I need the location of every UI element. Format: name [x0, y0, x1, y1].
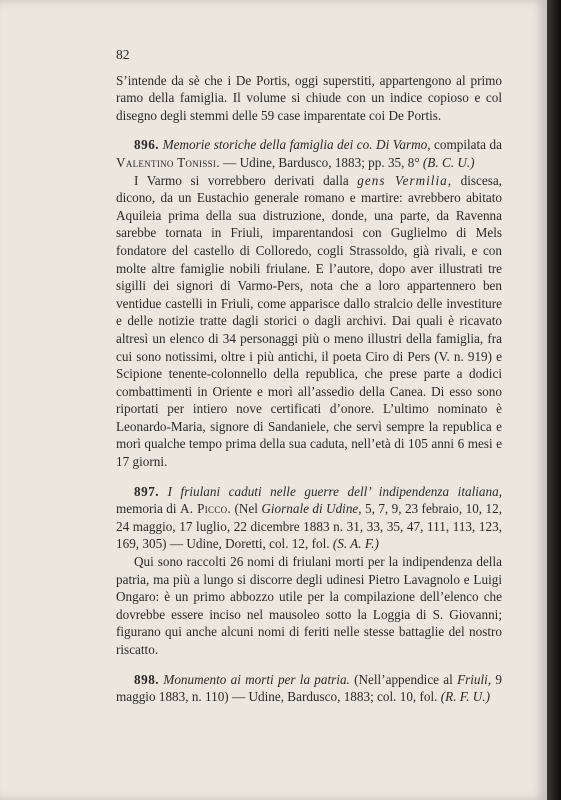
- entry-source: (R. F. U.): [440, 689, 490, 705]
- entry-number: 898.: [134, 671, 160, 687]
- entry-citation: 5, 7, 9, 23 febraio, 10, 12, 24 maggio, 17 luglio, 22 dicembre 1883 n. 31, 33, 35, 47, 111, 113, 123, 169, 305) — Udine, Doretti, col. 12, fol.: [116, 501, 503, 552]
- entry-body-text: discesa, dicono, da un Eustachio generale romano e martire: avrebbero abitato Aquileia prima della sua distruzione, donde, una parte, da Ravenna sarebbe tornata in Friuli, imparentandosi con Guglielmo di Mels fondatore del castello di Colloredo, cogli Strassoldo, già rivali, e con molte altre famiglie nobili friulane. E l’autore, dopo aver illustrati tre sigilli dei signori di Varmo-Pers, nota che a loro appartennero ben ventidue castelli in Friuli, come apparisce dallo stralcio delle investiture e delle notizie tratte dagli storici o dagli archivi. Dai quali è ricavato altresì un elenco di 34 personaggi più o meno illustri della famiglia, fra cui sono notissimi, oltre i più antichi, il poeta Ciro di Pers (V. n. 919) e Scipione tenente-colonnello della republica, che prese parte a dodici combattimenti in Oriente e morì all’assedio della Canea. Di esso sono riportati per intiero nove certificati d’onore. L’ultimo nominato è Leonardo-Maria, signore di Sandaniele, che servì sempre la republica e morì qualche tempo prima della sua caduta, nell’età di 105 anni 6 mesi e 17 giorni.: [116, 172, 502, 470]
- entry-journal: Friuli,: [457, 671, 492, 687]
- entry-body: Qui sono raccolti 26 nomi di friulani morti per la indipendenza della patria, ma più a lungo si discorre degli udinesi Pietro Lavagnolo e Luigi Ongaro: è un primo abbozzo utile per la compilazione dell’elenco che dovrebbe essere inciso nel mausoleo sotto la Loggia di S. Giovanni; figurano qui anche alcuni nomi di feriti nelle stesse battaglie del nostro riscatto.: [116, 554, 502, 657]
- entry-body: [116, 172, 502, 471]
- entry-number: 897.: [134, 483, 160, 499]
- entry-heading: [116, 483, 502, 553]
- entry-heading: [116, 136, 502, 171]
- entry-citation: — Udine, Bardusco, 1883; pp. 35, 8°: [219, 154, 423, 170]
- entry-body-italic: gens Vermilia,: [357, 172, 453, 188]
- entry-citation: memoria di: [116, 501, 180, 517]
- page-content: [116, 46, 502, 706]
- entry-title: I friulani caduti nelle guerre dell’ indipendenza italiana,: [167, 483, 502, 499]
- entry-897: [116, 483, 502, 659]
- entry-896: [116, 136, 502, 470]
- entry-title: Monumento ai morti per la patria.: [163, 671, 350, 687]
- page-number: 82: [116, 47, 130, 62]
- entry-number: 896.: [134, 137, 160, 153]
- entry-author: Valentino Tonissi.: [116, 154, 220, 170]
- entry-body-text: I Varmo si vorrebbero derivati dalla: [134, 172, 358, 188]
- intro-paragraph: S’intende da sè che i De Portis, oggi superstiti, appartengono al primo ramo della famiglia. Il volume si chiude con un indice copioso e col disegno degli stemmi delle 59 case imparentate coi De Portis.: [116, 72, 502, 123]
- entry-citation: 9 maggio 1883, n. 110) — Udine, Bardusco, 1883; col. 10, fol.: [116, 671, 503, 705]
- entry-title: Memorie storiche della famiglia dei co. Di Varmo,: [162, 137, 431, 153]
- entry-citation: compilata da: [430, 137, 502, 153]
- book-spine: [547, 0, 561, 800]
- entry-citation: (Nell’appendice al: [349, 671, 458, 687]
- entry-heading: [116, 671, 502, 706]
- entry-citation: (Nel: [231, 501, 262, 517]
- entry-journal: Giornale di Udine,: [261, 501, 362, 517]
- entry-author: A. Picco.: [179, 501, 232, 517]
- entry-source: (B. C. U.): [422, 154, 475, 170]
- entry-898: [116, 671, 502, 706]
- entry-source: (S. A. F.): [332, 536, 379, 552]
